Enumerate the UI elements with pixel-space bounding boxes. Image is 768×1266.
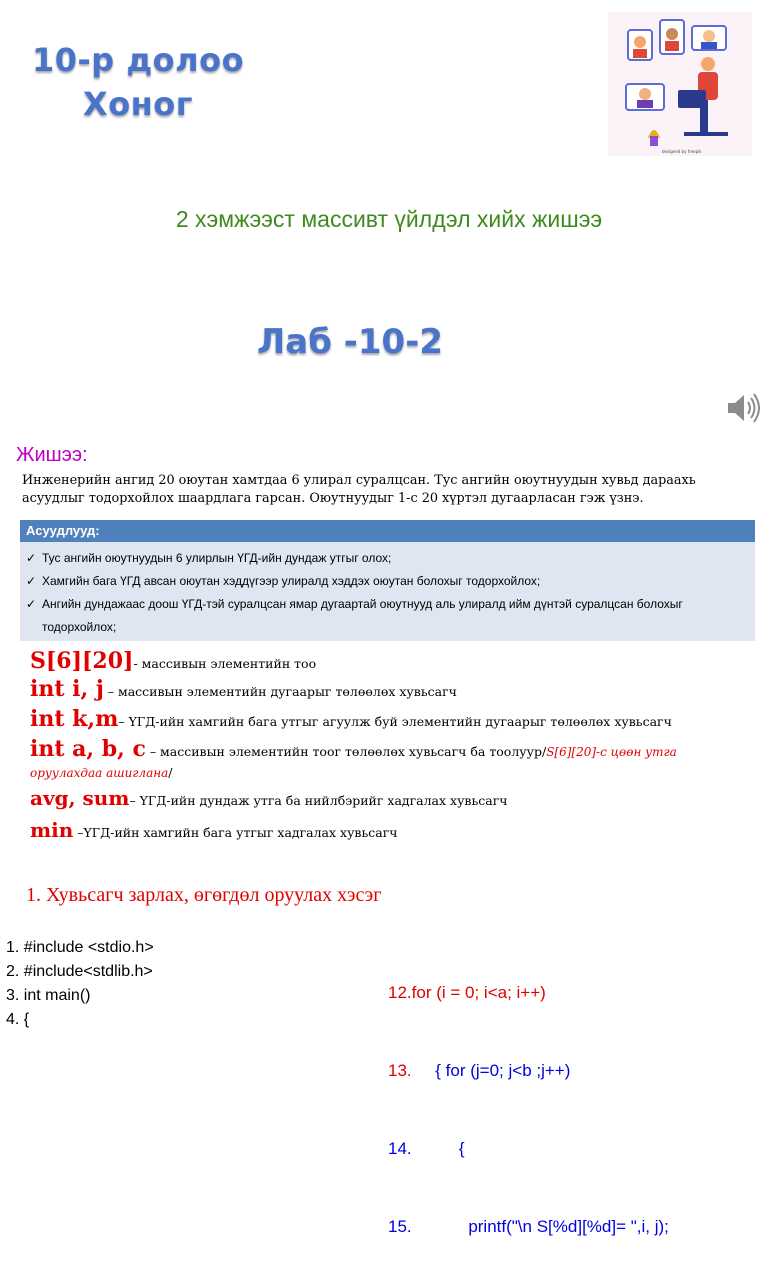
code-line: 3. int main() — [6, 987, 91, 1004]
code-line: 1. #include <stdio.h> — [6, 939, 154, 956]
svg-text:designed by freepik: designed by freepik — [662, 149, 702, 154]
checkmark-icon: ✓ — [26, 574, 37, 588]
week-title-line1: 10-р долоо — [31, 41, 245, 79]
example-text: Инженерийн ангид 20 оюутан хамтдаа 6 улирал суралцсан. Тус ангийн оюутнуудын хувьд дараахь асуудлыг тодорхойлох шаардлага гарсан. Оюутнуудыг 1-с 20 хүртэл дугаарласан гэж үзнэ. — [22, 473, 696, 506]
question-item: ✓ Ангийн дундажаас доош ҮГД-тэй суралцсан ямар дугаартай оюутнууд аль улиралд ийм дүнтэй суралцсан болохыг — [26, 593, 751, 615]
question-item: ✓ Хамгийн бага ҮГД авсан оюутан хэддүгээр улиралд хэддэх оюутан болохыг тодорхойлох; — [26, 570, 751, 592]
variables-list — [30, 648, 760, 846]
code-line: 15. printf("\n S[%d][%d]= ",i, j); — [388, 1217, 669, 1236]
week-title-line2: Хоног — [83, 85, 193, 123]
code-block-left — [6, 936, 154, 1032]
slide-subtitle: 2 хэмжээст массивт үйлдэл хийх жишээ — [175, 206, 603, 232]
code-block-right — [388, 928, 669, 1266]
questions-header: Асуудлууд: — [20, 520, 755, 542]
example-label: Жишээ: — [16, 444, 88, 466]
section-heading: 1. Хувьсагч зарлах, өгөгдөл оруулах хэсэг — [26, 884, 382, 906]
code-line: 13. { for (j=0; j<b ;j++) — [388, 1061, 571, 1080]
question-item: ✓ Тус ангийн оюутнуудын 6 улирлын ҮГД-ийн дундаж утгыг олох; — [26, 547, 751, 569]
variable-row: int a, b, c – массивын элементийн тоог төлөөлөх хувьсагч ба тоолуур/S[6][20]-с цөөн утга — [30, 736, 677, 762]
code-line: 2. #include<stdlib.h> — [6, 963, 153, 980]
checkmark-icon: ✓ — [26, 597, 37, 611]
question-item-continuation: тодорхойлох; — [42, 620, 117, 634]
code-line: 12.for (i = 0; i<a; i++) — [388, 983, 546, 1002]
code-line: 14. { — [388, 1139, 465, 1158]
checkmark-icon: ✓ — [26, 551, 37, 565]
variable-row: S[6][20]- массивын элементийн тоо — [30, 648, 317, 674]
variable-note-row: оруулахдаа ашиглана/ — [30, 765, 173, 780]
variable-row: int i, j – массивын элементийн дугаарыг төлөөлөх хувьсагч — [30, 676, 457, 702]
speaker-icon[interactable] — [726, 392, 760, 424]
variable-row: min –ҮГД-ийн хамгийн бага утгыг хадгалах хувьсагч — [30, 818, 398, 842]
week-title — [0, 38, 276, 126]
lab-title: Лаб -10-2 — [257, 322, 443, 362]
video-conference-illustration — [608, 12, 752, 156]
variable-row: int k,m– ҮГД-ийн хамгийн бага утгыг агуулж буй элементийн дугаарыг төлөөлөх хувьсагч — [30, 706, 672, 732]
code-line: 4. { — [6, 1011, 30, 1028]
variable-row: avg, sum– ҮГД-ийн дундаж утга ба нийлбэрийг хадгалах хувьсагч — [30, 786, 508, 810]
